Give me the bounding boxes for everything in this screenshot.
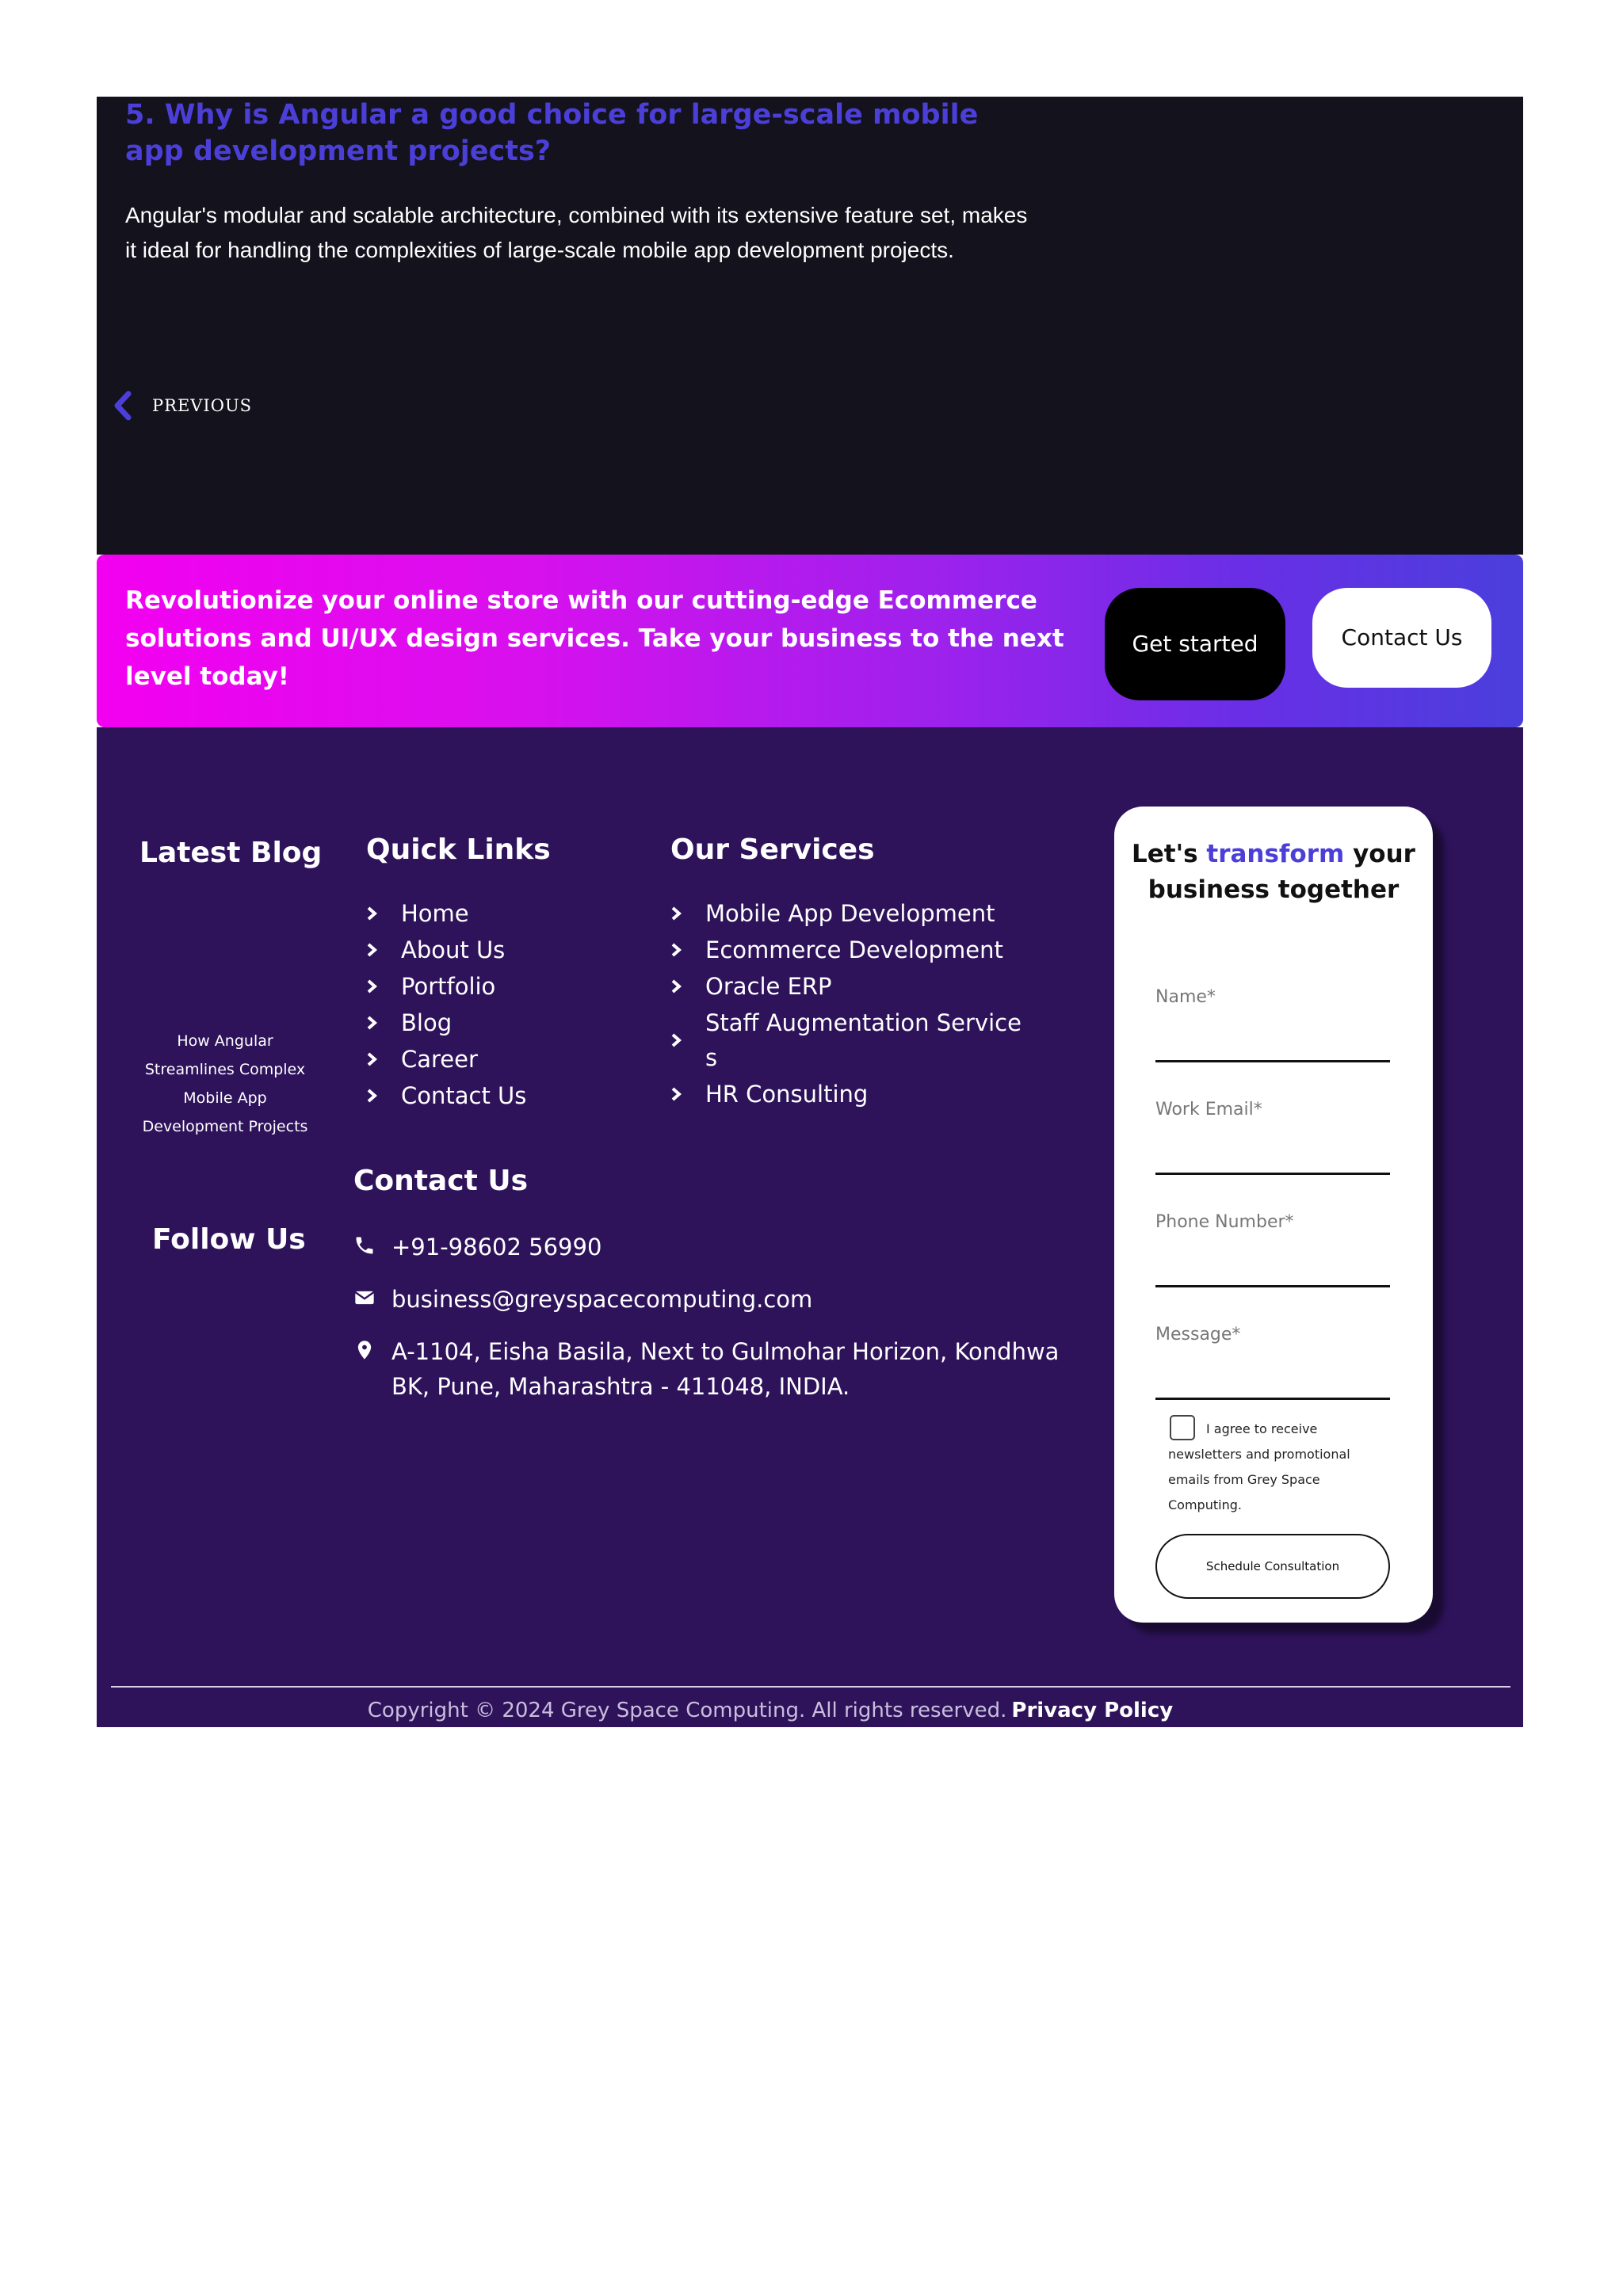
service-link-label: Oracle ERP: [705, 973, 832, 1000]
service-link-label: Ecommerce Development: [705, 936, 1003, 963]
chevron-right-icon: [366, 978, 377, 994]
name-input-underline[interactable]: [1155, 1060, 1390, 1062]
quick-link-label: Home: [401, 900, 469, 927]
chevron-right-icon: [670, 942, 682, 958]
cta-banner: [97, 555, 1523, 727]
form-title: [1114, 837, 1433, 908]
contact-us-heading: Contact Us: [353, 1165, 529, 1197]
our-services-heading: Our Services: [670, 833, 875, 866]
chevron-right-icon: [670, 1086, 682, 1102]
phone-number: +91-98602 56990: [391, 1234, 602, 1261]
work-email-field[interactable]: [1155, 1100, 1390, 1119]
quick-link-portfolio[interactable]: [366, 968, 526, 1005]
quick-link-contact[interactable]: [366, 1077, 526, 1114]
chevron-left-icon: [111, 391, 133, 421]
envelope-icon: [353, 1287, 376, 1309]
service-link-oracle-erp[interactable]: [670, 968, 1022, 1005]
blog-post-link[interactable]: How Angular Streamlines Complex Mobile App Development Projects: [142, 1032, 308, 1135]
phone-input-underline[interactable]: [1155, 1285, 1390, 1287]
quick-link-label: Portfolio: [401, 973, 496, 1000]
service-link-hr-consulting[interactable]: [670, 1076, 1022, 1112]
service-link-label: HR Consulting: [705, 1081, 869, 1108]
message-field[interactable]: [1155, 1325, 1390, 1344]
copyright-text: Copyright © 2024 Grey Space Computing. All rights reserved.: [367, 1699, 1007, 1722]
get-started-button[interactable]: Get started: [1105, 588, 1285, 700]
form-title-accent: transform: [1206, 840, 1345, 868]
chevron-right-icon: [366, 1051, 377, 1067]
quick-link-career[interactable]: [366, 1041, 526, 1077]
previous-label: PREVIOUS: [152, 396, 253, 415]
quick-link-label: About Us: [401, 936, 506, 963]
work-email-input-underline[interactable]: [1155, 1173, 1390, 1175]
quick-links-heading: Quick Links: [366, 833, 551, 866]
contact-email[interactable]: [353, 1282, 812, 1317]
contact-phone[interactable]: [353, 1230, 601, 1264]
work-email-label: Work Email*: [1155, 1100, 1262, 1119]
form-title-pre: Let's: [1132, 840, 1207, 868]
chevron-right-icon: [366, 906, 377, 921]
chevron-right-icon: [366, 1088, 377, 1104]
quick-link-about[interactable]: [366, 932, 526, 968]
site-footer: [97, 727, 1523, 1727]
service-link-staff-augmentation[interactable]: [670, 1005, 1022, 1076]
contact-address: [353, 1334, 1067, 1404]
chevron-right-icon: [366, 1015, 377, 1031]
previous-link[interactable]: [111, 390, 252, 421]
service-link-label: Staff Augmentation Services: [705, 1009, 1022, 1071]
service-link-label: Mobile App Development: [705, 900, 995, 927]
footer-divider: [111, 1686, 1510, 1688]
copyright-row: [97, 1699, 1523, 1722]
privacy-policy-link[interactable]: Privacy Policy: [1011, 1699, 1174, 1722]
consent-text: I agree to receive newsletters and promotional emails from Grey Space Computing.: [1168, 1421, 1350, 1512]
quick-link-label: Career: [401, 1046, 478, 1073]
quick-link-blog[interactable]: [366, 1005, 526, 1041]
name-field[interactable]: [1155, 987, 1390, 1007]
phone-number-label: Phone Number*: [1155, 1212, 1294, 1232]
chevron-right-icon: [670, 906, 682, 921]
form-title-post: your business together: [1148, 840, 1415, 904]
phone-icon: [353, 1234, 376, 1257]
chevron-right-icon: [670, 978, 682, 994]
phone-number-field[interactable]: [1155, 1212, 1390, 1232]
quick-link-home[interactable]: [366, 895, 526, 932]
cta-text: Revolutionize your online store with our cutting-edge Ecommerce solutions and UI/UX design services. Take your business to the next level today!: [125, 586, 1064, 691]
map-pin-icon: [353, 1339, 376, 1361]
name-label: Name*: [1155, 987, 1216, 1007]
services-list: [670, 895, 1022, 1112]
faq-section: [97, 97, 1523, 555]
faq-question: 5. Why is Angular a good choice for large-scale mobile app development projects?: [125, 99, 979, 167]
chevron-right-icon: [366, 942, 377, 958]
faq-answer: Angular's modular and scalable architecture, combined with its extensive feature set, makes it ideal for handling the complexities of large-scale mobile app development projects.: [125, 203, 1028, 262]
message-input-underline[interactable]: [1155, 1398, 1390, 1400]
message-label: Message*: [1155, 1325, 1241, 1344]
service-link-ecommerce[interactable]: [670, 932, 1022, 968]
service-link-mobile-app[interactable]: [670, 895, 1022, 932]
quick-links-list: [366, 895, 526, 1114]
follow-us-heading: Follow Us: [152, 1223, 306, 1256]
consultation-form: [1114, 807, 1433, 1623]
chevron-right-icon: [670, 1032, 682, 1048]
email-address: business@greyspacecomputing.com: [391, 1286, 813, 1313]
latest-blog-heading: Latest Blog: [139, 837, 323, 869]
schedule-consultation-button[interactable]: Schedule Consultation: [1155, 1534, 1390, 1599]
quick-link-label: Blog: [401, 1009, 453, 1036]
contact-us-button[interactable]: Contact Us: [1312, 588, 1491, 688]
quick-link-label: Contact Us: [401, 1082, 527, 1109]
address-text: A-1104, Eisha Basila, Next to Gulmohar Horizon, Kondhwa BK, Pune, Maharashtra - 411048, INDIA.: [391, 1338, 1060, 1400]
